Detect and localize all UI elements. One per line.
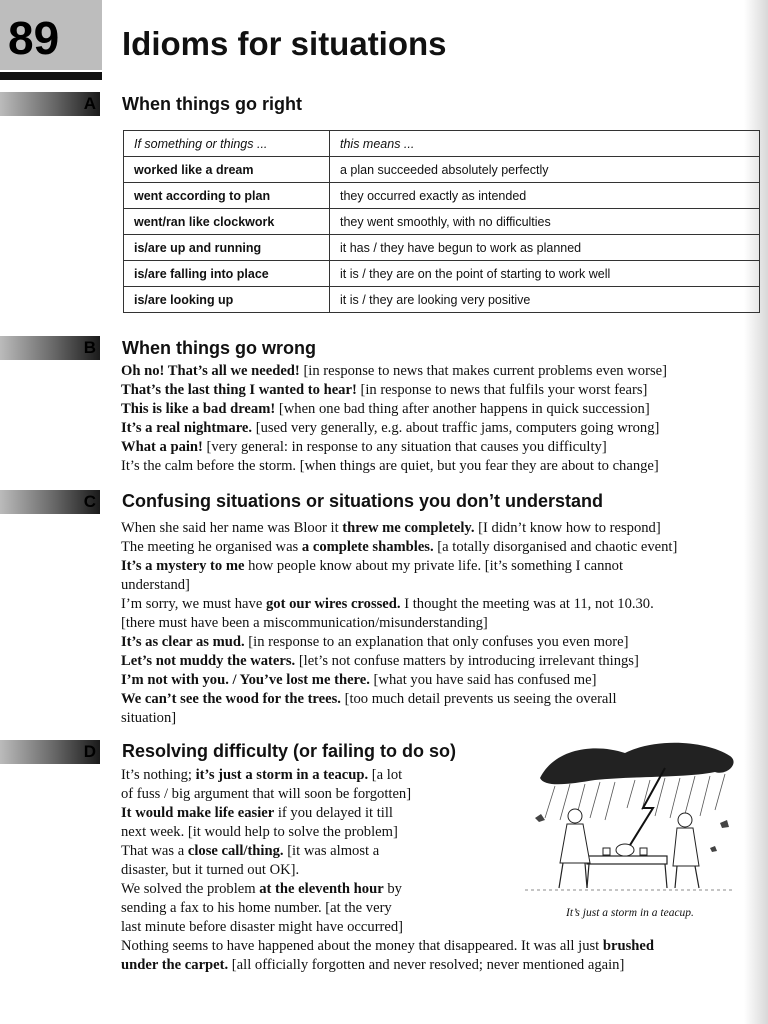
idiom-line <box>121 709 761 728</box>
idiom-gloss: [a lot <box>368 767 403 783</box>
teapot-icon <box>616 844 634 856</box>
idiom-gloss: if you delayed it till <box>274 805 393 821</box>
idiom-line <box>121 438 761 457</box>
idiom-gloss: how people know about my private life. [it’s something I cannot <box>244 558 624 574</box>
idiom-phrase: at the eleventh hour <box>259 881 384 897</box>
idiom-gloss: [in response to an explanation that only confuses you even more] <box>244 634 629 650</box>
table-cell-meaning: it has / they have begun to work as planned <box>330 235 760 261</box>
line-text: of fuss / big argument that will soon be forgotten] <box>121 786 412 802</box>
idiom-line <box>121 842 501 861</box>
line-text: Nothing seems to have happened about the money that disappeared. It was all just <box>121 938 603 954</box>
idiom-line <box>121 576 761 595</box>
idiom-gloss: [let’s not confuse matters by introducing irrelevant things] <box>295 653 639 669</box>
section-a-letter: A <box>83 94 96 113</box>
table-cell-idiom: went/ran like clockwork <box>124 209 330 235</box>
line-text: I’m sorry, we must have <box>121 596 266 612</box>
table-header-meaning: this means ... <box>330 131 760 157</box>
idiom-line <box>121 362 761 381</box>
table-cell-meaning: they went smoothly, with no difficulties <box>330 209 760 235</box>
section-a-tab <box>0 92 100 116</box>
idiom-phrase: That’s the last thing I wanted to hear! <box>121 382 357 398</box>
debris-icon <box>535 814 545 822</box>
idiom-phrase: It’s a real nightmare. <box>121 420 253 436</box>
unit-number-box <box>0 0 102 70</box>
idiom-phrase: it’s just a storm in a teacup. <box>195 767 369 783</box>
idiom-gloss: [when things are quiet, but you fear they are about to change] <box>296 458 659 474</box>
table-header-row <box>124 131 760 157</box>
section-d-letter: D <box>83 742 96 761</box>
idiom-phrase: brushed <box>602 938 654 954</box>
idiom-gloss: [too much detail prevents us seeing the overall <box>340 691 617 707</box>
idiom-line <box>121 880 501 899</box>
table-cell-idiom: worked like a dream <box>124 157 330 183</box>
idiom-line <box>121 899 501 918</box>
unit-underline-bar <box>0 72 102 80</box>
idiom-line <box>121 614 761 633</box>
line-text: The meeting he organised was <box>121 539 302 555</box>
idiom-phrase: It’s as clear as mud. <box>121 634 245 650</box>
section-c-heading: Confusing situations or situations you don’t understand <box>122 491 603 511</box>
idiom-gloss: [what you have said has confused me] <box>369 672 597 688</box>
table-cell-meaning: a plan succeeded absolutely perfectly <box>330 157 760 183</box>
line-text: That was a <box>121 843 188 859</box>
idiom-phrase: under the carpet. <box>121 957 229 973</box>
table-cell-idiom: is/are up and running <box>124 235 330 261</box>
idiom-gloss: [in response to news that fulfils your worst fears] <box>356 382 648 398</box>
idiom-line <box>121 652 761 671</box>
idiom-gloss: [a totally disorganised and chaotic event] <box>433 539 678 555</box>
idiom-gloss: [very general: in response to any situation that causes you difficulty] <box>202 439 607 455</box>
idiom-phrase-plain: It’s the calm before the storm. <box>121 458 297 474</box>
idiom-phrase: It’s a mystery to me <box>121 558 245 574</box>
person-left-icon <box>568 809 582 823</box>
table-row <box>124 183 760 209</box>
idiom-line <box>121 519 761 538</box>
section-c-body <box>121 519 761 728</box>
idiom-phrase: This is like a bad dream! <box>121 401 276 417</box>
idiom-phrase: close call/thing. <box>187 843 284 859</box>
idiom-phrase: threw me completely. <box>342 520 475 536</box>
idiom-line <box>121 861 501 880</box>
idiom-gloss: [I didn’t know how to respond] <box>474 520 661 536</box>
table-header-idiom: If something or things ... <box>124 131 330 157</box>
idiom-phrase: We can’t see the wood for the trees. <box>121 691 341 707</box>
unit-number: 89 <box>8 12 60 64</box>
section-d-tail <box>121 937 761 975</box>
storm-cloud-icon <box>540 743 734 784</box>
section-a-heading: When things go right <box>122 94 302 114</box>
idiom-gloss: I thought the meeting was at 11, not 10.30. <box>400 596 654 612</box>
section-c-tab <box>0 490 100 514</box>
idiom-line <box>121 633 761 652</box>
section-d-body <box>121 766 501 937</box>
idiom-line <box>121 538 761 557</box>
idiom-line <box>121 400 761 419</box>
idiom-line <box>121 671 761 690</box>
line-text: It’s nothing; <box>121 767 196 783</box>
idiom-line <box>121 766 501 785</box>
idiom-line <box>121 457 761 476</box>
idiom-gloss: by <box>383 881 402 897</box>
idiom-gloss: [it was almost a <box>283 843 380 859</box>
teacup-icon <box>640 848 647 855</box>
line-text: next week. [it would help to solve the problem] <box>121 824 398 840</box>
idiom-line <box>121 956 761 975</box>
section-c-letter: C <box>83 492 96 511</box>
section-d-heading: Resolving difficulty (or failing to do so) <box>122 741 456 761</box>
idiom-line <box>121 557 761 576</box>
storm-teacup-illustration <box>515 738 745 903</box>
idiom-gloss: [all officially forgotten and never resolved; never mentioned again] <box>228 957 625 973</box>
table-row <box>124 261 760 287</box>
idiom-line <box>121 804 501 823</box>
section-b-tab <box>0 336 100 360</box>
idiom-line <box>121 381 761 400</box>
idiom-line <box>121 690 761 709</box>
table-icon <box>587 856 667 864</box>
line-text: [there must have been a miscommunication/misunderstanding] <box>121 615 488 631</box>
teacup-icon <box>603 848 610 855</box>
illustration-caption: It’s just a storm in a teacup. <box>566 907 694 919</box>
section-b-letter: B <box>83 338 96 357</box>
idiom-phrase: I’m not with you. / You’ve lost me there. <box>121 672 370 688</box>
idiom-phrase: Let’s not muddy the waters. <box>121 653 296 669</box>
table-row <box>124 235 760 261</box>
table-row <box>124 209 760 235</box>
line-text: last minute before disaster might have occurred] <box>121 919 404 935</box>
idiom-phrase: Oh no! That’s all we needed! <box>121 363 300 379</box>
idiom-gloss: [when one bad thing after another happens in quick succession] <box>275 401 650 417</box>
idiom-line <box>121 419 761 438</box>
table-cell-meaning: it is / they are on the point of starting to work well <box>330 261 760 287</box>
idiom-line <box>121 595 761 614</box>
section-b-heading: When things go wrong <box>122 338 316 358</box>
table-cell-idiom: went according to plan <box>124 183 330 209</box>
section-d-tab <box>0 740 100 764</box>
table-cell-meaning: it is / they are looking very positive <box>330 287 760 313</box>
unit-title: Idioms for situations <box>122 25 447 62</box>
idioms-table <box>123 130 760 313</box>
table-cell-idiom: is/are falling into place <box>124 261 330 287</box>
lightning-icon <box>627 768 665 850</box>
table-row <box>124 157 760 183</box>
table-cell-meaning: they occurred exactly as intended <box>330 183 760 209</box>
line-text: situation] <box>121 710 177 726</box>
section-b-body <box>121 362 761 476</box>
idiom-line <box>121 823 501 842</box>
person-right-icon <box>678 813 692 827</box>
idiom-line <box>121 918 501 937</box>
idiom-phrase: It would make life easier <box>121 805 275 821</box>
idiom-line <box>121 785 501 804</box>
line-text: disaster, but it turned out OK]. <box>121 862 300 878</box>
idiom-phrase: got our wires crossed. <box>265 596 401 612</box>
idiom-gloss: [used very generally, e.g. about traffic jams, computers going wrong] <box>252 420 660 436</box>
idiom-phrase: a complete shambles. <box>301 539 434 555</box>
line-text: We solved the problem <box>121 881 260 897</box>
idiom-gloss: [in response to news that makes current problems even worse] <box>299 363 667 379</box>
table-row <box>124 287 760 313</box>
table-cell-idiom: is/are looking up <box>124 287 330 313</box>
idiom-line <box>121 937 761 956</box>
line-text: When she said her name was Bloor it <box>121 520 343 536</box>
line-text: sending a fax to his home number. [at the very <box>121 900 392 916</box>
idiom-phrase: What a pain! <box>121 439 203 455</box>
line-text: understand] <box>121 577 190 593</box>
